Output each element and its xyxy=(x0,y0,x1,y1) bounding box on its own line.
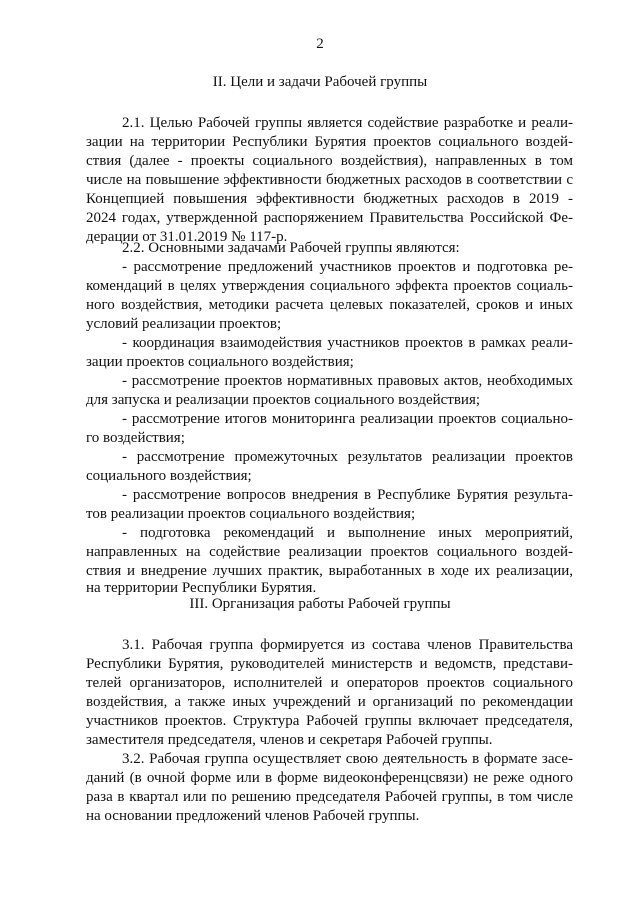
paragraph-line: даний (в очной форме или в форме видеоконференцсвязи) не реже одного xyxy=(86,770,573,786)
paragraph-line: заместителя председателя, членов и секретаря Рабочей группы. xyxy=(86,732,493,748)
list-item-line: - рассмотрение вопросов внедрения в Республике Бурятия результа- xyxy=(122,487,573,503)
list-item-line: зации проектов социального воздействия; xyxy=(86,354,354,370)
list-item-line: ствия и внедрение лучших практик, выработанных в ходе их реализации, xyxy=(86,563,573,579)
paragraph-line: 2024 годах, утвержденной распоряжением Правительства Российской Фе- xyxy=(86,210,573,226)
section-3-heading: III. Организация работы Рабочей группы xyxy=(189,596,451,612)
list-item-line: - рассмотрение проектов нормативных правовых актов, необходимых xyxy=(122,373,573,389)
paragraph-line: Республики Бурятия, руководителей министерств и ведомств, представи- xyxy=(86,656,573,672)
list-item-line: - рассмотрение промежуточных результатов реализации проектов xyxy=(122,449,573,465)
paragraph-line: телей организаторов, исполнителей и операторов проектов социального xyxy=(86,675,573,691)
paragraph-line: зации на территории Республики Бурятия проектов социального воздей- xyxy=(86,134,573,150)
list-item-line: социального воздействия; xyxy=(86,468,252,484)
list-item-line: - рассмотрение предложений участников проектов и подготовка ре- xyxy=(122,259,573,275)
paragraph-line: 2.1. Целью Рабочей группы является содействие разработке и реали- xyxy=(122,115,573,131)
paragraph-line: воздействия, а также иных учреждений и организаций по рекомендации xyxy=(86,694,573,710)
paragraph-line: дерации от 31.01.2019 № 117-р. xyxy=(86,229,288,245)
paragraph-line: числе на повышение эффективности бюджетных расходов в соответствии с xyxy=(86,172,573,188)
paragraph-line: 2.2. Основными задачами Рабочей группы являются: xyxy=(122,240,460,256)
paragraph-line: 3.1. Рабочая группа формируется из состава членов Правительства xyxy=(122,637,573,653)
list-item-line: ного воздействия, методики расчета целевых показателей, сроков и иных xyxy=(86,297,573,313)
list-item-line: комендаций в целях утверждения социального эффекта проектов социаль- xyxy=(86,278,573,294)
paragraph-line: участников проектов. Структура Рабочей группы включает председателя, xyxy=(86,713,573,729)
paragraph-line: на основании предложений членов Рабочей группы. xyxy=(86,808,420,824)
list-item-line: го воздействия; xyxy=(86,430,185,446)
paragraph-line: ствия (далее - проекты социального воздействия), направленных в том xyxy=(86,153,573,169)
list-item-line: - координация взаимодействия участников проектов в рамках реали- xyxy=(122,335,573,351)
section-2-heading: II. Цели и задачи Рабочей группы xyxy=(212,74,428,90)
list-item-line: условий реализации проектов; xyxy=(86,316,282,332)
list-item-line: - подготовка рекомендаций и выполнение иных мероприятий, xyxy=(122,525,573,541)
list-item-line: - рассмотрение итогов мониторинга реализации проектов социально- xyxy=(122,411,573,427)
paragraph-line: раза в квартал или по решению председателя Рабочей группы, в том числе xyxy=(86,789,573,805)
page-number: 2 xyxy=(316,36,324,52)
list-item-line: для запуска и реализации проектов социального воздействия; xyxy=(86,392,481,408)
paragraph-line: 3.2. Рабочая группа осуществляет свою деятельность в формате засе- xyxy=(122,751,573,767)
list-item-line: тов реализации проектов социального воздействия; xyxy=(86,506,416,522)
list-item-line: направленных на содействие реализации проектов социального воздей- xyxy=(86,544,573,560)
paragraph-line: Концепцией повышения эффективности бюджетных расходов в 2019 - xyxy=(86,191,573,207)
list-item-line: на территории Республики Бурятия. xyxy=(86,580,317,596)
